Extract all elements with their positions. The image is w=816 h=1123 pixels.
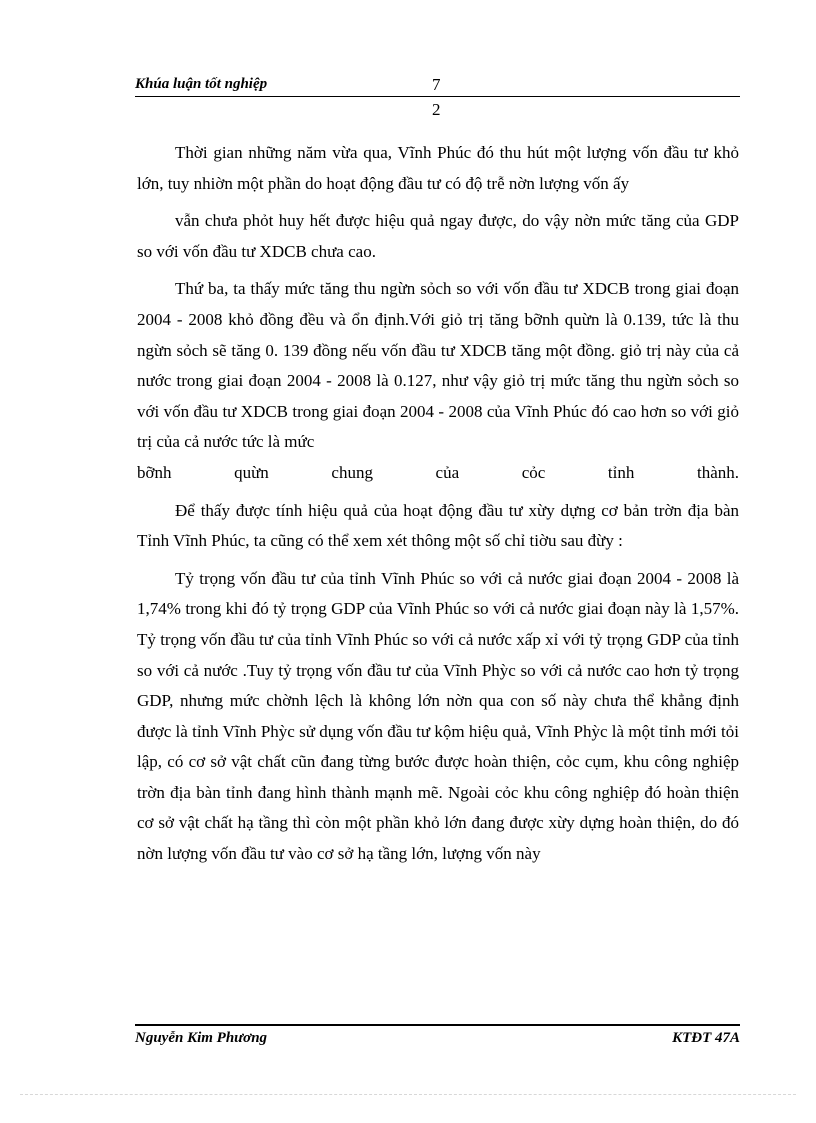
footer-class: KTĐT 47A xyxy=(672,1030,740,1046)
paragraph-3: Thứ ba, ta thấy mức tăng thu ngừn sỏch so với vốn đầu tư XDCB trong giai đoạn 2004 - 2008 khỏ đồng đều và ổn định.Với giỏ trị tăng bỡnh quừn là 0.139, tức là thu ngừn sỏch sẽ tăng 0. 139 đồng nếu vốn đầu tư XDCB tăng một đồng. giỏ trị này của cả nước trong giai đoạn 2004 - 2008 là 0.127, như vậy giỏ trị mức tăng thu ngừn sỏch so với vốn đầu tư XDCB trong giai đoạn 2004 - 2008 của Vĩnh Phúc đó cao hơn so với giỏ trị của cả nước tức là mức xyxy=(137,279,739,452)
page-number-top: 7 xyxy=(432,75,441,94)
page-footer xyxy=(135,1024,740,1052)
document-body xyxy=(137,138,739,877)
footer-author: Nguyễn Kim Phương xyxy=(135,1030,268,1046)
paragraph-3-last-line: bỡnh quừn chung của cỏc tỉnh thành. xyxy=(137,462,739,482)
paragraph-1: Thời gian những năm vừa qua, Vĩnh Phúc đó thu hút một lượng vốn đầu tư khỏ lớn, tuy nhiờn một phần do hoạt động đầu tư có độ trễ nờn lượng vốn ấy xyxy=(137,143,739,193)
page-header xyxy=(135,75,740,119)
header-title: Khúa luận tốt nghiệp xyxy=(135,76,268,92)
paragraph-5: Tỷ trọng vốn đầu tư của tỉnh Vĩnh Phúc so với cả nước giai đoạn 2004 - 2008 là 1,74% trong khi đó tỷ trọng GDP của Vĩnh Phúc so với cả nước giai đoạn này là 1,57%. Tỷ trọng vốn đầu tư của tỉnh Vĩnh Phúc so với cả nước xấp xỉ với tỷ trọng GDP của tỉnh so với cả nước .Tuy tỷ trọng vốn đầu tư của Vĩnh Phỳc so với cả nước cao hơn tỷ trọng GDP, nhưng mức chờnh lệch là không lớn nờn qua con số này chưa thể khẳng định được là tỉnh Vĩnh Phỳc sử dụng vốn đầu tư kộm hiệu quả, Vĩnh Phỳc là một tỉnh mới tỏi lập, có cơ sở vật chất cũn đang từng bước được hoàn thiện, cỏc cụm, khu công nghiệp trờn địa bàn tỉnh đang hình thành mạnh mẽ. Ngoài cỏc khu công nghiệp đó hoàn thiện cơ sở vật chất hạ tầng thì còn một phần khỏ lớn đang được xừy dựng hoàn thiện, do đó nờn lượng vốn đầu tư vào cơ sở hạ tầng lớn, lượng vốn này xyxy=(137,568,739,864)
paragraph-4: Để thấy được tính hiệu quả của hoạt động đầu tư xừy dựng cơ bản trờn địa bàn Tỉnh Vĩnh Phúc, ta cũng có thể xem xét thông một số chỉ tiờu sau đừy : xyxy=(137,500,739,551)
page-number-bottom: 2 xyxy=(432,100,441,119)
paragraph-2: vẫn chưa phỏt huy hết được hiệu quả ngay được, do vậy nờn mức tăng của GDP so với vốn đầu tư XDCB chưa cao. xyxy=(137,211,739,261)
page-edge-divider xyxy=(20,1094,796,1095)
